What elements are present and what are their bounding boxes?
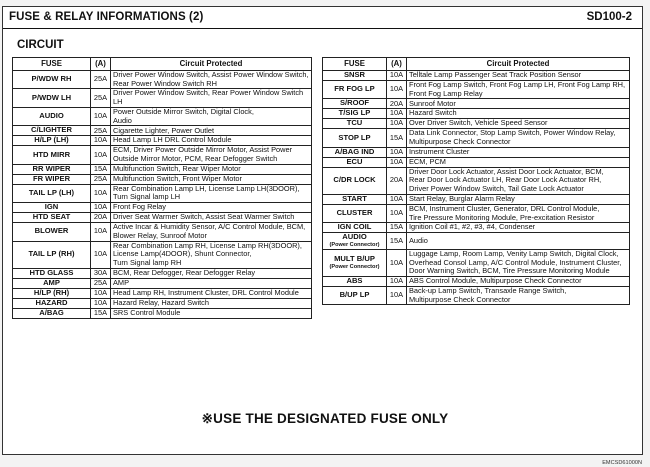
amperage-cell: 15A [91,308,111,318]
fuse-name: ABS [346,275,363,285]
circuit-line: ECM, Driver Power Outside Mirror Motor, Assist Power [113,145,293,155]
amperage-cell: 10A [91,184,111,202]
circuit-protected-cell [407,233,630,250]
fuse-name: S/ROOF [339,98,370,108]
table-row [13,308,312,318]
table-row [13,107,312,125]
circuit-protected-cell [111,89,312,107]
circuit-protected-cell [407,286,630,304]
fuse-subnote: (Power Connector) [329,264,380,271]
table-header-row [13,58,312,71]
fuse-name: IGN COIL [337,222,372,232]
fuse-name: A/BAG IND [334,146,375,156]
fuse-name: IGN [44,202,59,212]
amperage-cell: 20A [91,213,111,223]
circuit-line: Head Lamp LH DRL Control Module [113,135,232,145]
circuit-line: Hazard Switch [409,108,457,118]
circuit-protected-cell [111,268,312,278]
circuit-line: Front Fog Relay [113,202,166,212]
fuse-name: CLUSTER [336,208,373,218]
amperage-cell: 15A [387,129,407,147]
circuit-protected-cell [407,223,630,233]
circuit-protected-cell [407,147,630,157]
circuit-line: Tire Pressure Monitoring Module, Pre-excitation Resistor [409,212,595,222]
circuit-line: Multifunction Switch, Rear Wiper Motor [113,163,241,173]
document-code: EMCSD61000N [602,460,642,466]
circuit-line: Turn Signal lamp LH [113,192,181,202]
circuit-protected-cell [407,204,630,222]
circuit-line: Blower Relay, Sunroof Motor [113,230,207,240]
fuse-name: HAZARD [35,297,68,307]
circuit-protected-cell [407,249,630,276]
circuit-line: AMP [113,277,130,287]
amperage-cell: 20A [387,167,407,194]
fuse-name-cell [323,99,387,109]
fuse-name-cell [323,157,387,167]
fuse-name: HTD MIRR [32,149,71,159]
circuit-protected-cell [111,241,312,268]
page-header [3,7,642,29]
circuit-protected-cell [111,298,312,308]
fuse-name-cell [13,278,91,288]
table-row [323,223,630,233]
circuit-line: Luggage Lamp, Room Lamp, Venity Lamp Switch, Digital Clock, [409,248,619,258]
circuit-line: Front Fog Lamp Switch, Front Fog Lamp LH, Front Fog Lamp RH, [409,79,626,89]
circuit-protected-cell [111,136,312,146]
circuit-protected-cell [111,146,312,164]
fuse-name: P/WDW RH [31,74,72,84]
circuit-line: Outside Mirror Motor, PCM, Rear Defogger Switch [113,154,278,164]
amperage-cell: 25A [91,174,111,184]
circuit-line: Start Relay, Burglar Alarm Relay [409,193,515,203]
fuse-name: P/WDW LH [31,92,72,102]
circuit-protected-cell [111,203,312,213]
table-row [323,204,630,222]
fuse-name: H/LP (LH) [34,135,69,145]
designated-fuse-note: ※USE THE DESIGNATED FUSE ONLY [201,411,449,426]
circuit-line: Multipurpose Check Connector [409,294,511,304]
circuit-line: Instrument Cluster [409,146,470,156]
table-row [13,268,312,278]
amperage-cell: 10A [387,249,407,276]
fuse-name-cell [13,241,91,268]
fuse-name: TCU [346,118,363,128]
amperage-cell: 15A [91,164,111,174]
amperage-cell: 10A [91,288,111,298]
amperage-cell: 25A [91,89,111,107]
fuse-name: ECU [346,156,363,166]
amperage-cell: 10A [387,204,407,222]
circuit-line: Driver Power Window Switch, Assist Power Window Switch, [113,70,309,79]
fuse-name: TAIL LP (LH) [28,187,75,197]
circuit-line: Multipurpose Check Connector [409,137,511,147]
circuit-line: Rear Door Lock Actuator LH, Rear Door Lock Actuator RH, [409,175,602,185]
fuse-name-cell [13,136,91,146]
circuit-line: Hazard Relay, Hazard Switch [113,297,209,307]
column-header-amp: (A) [91,58,111,71]
table-header-row [323,58,630,71]
fuse-name-cell [323,147,387,157]
right-fuse-table [322,57,630,305]
circuit-line: ABS Control Module, Multipurpose Check Connector [409,276,582,286]
circuit-line: Cigarette Lighter, Power Outlet [113,125,215,135]
circuit-protected-cell [111,223,312,241]
circuit-line: Rear Combination Lamp LH, License Lamp LH(3DOOR), [113,183,300,193]
circuit-protected-cell [407,71,630,81]
table-row [13,203,312,213]
circuit-protected-cell [111,308,312,318]
fuse-name: H/LP (RH) [33,287,70,297]
fuse-name-cell [13,308,91,318]
fuse-name-cell [323,194,387,204]
fuse-name-cell [13,298,91,308]
fuse-name-cell [13,268,91,278]
circuit-protected-cell [111,126,312,136]
table-row [13,164,312,174]
circuit-protected-cell [407,276,630,286]
fuse-name-cell [13,288,91,298]
circuit-protected-cell [407,80,630,98]
circuit-line: Multifunction Switch, Front Wiper Motor [113,173,242,183]
amperage-cell: 10A [91,107,111,125]
table-row [323,276,630,286]
fuse-name: AMP [43,277,60,287]
amperage-cell: 10A [91,136,111,146]
circuit-line: Turn Signal lamp RH [113,258,182,267]
table-row [323,99,630,109]
fuse-name: HTD GLASS [29,267,74,277]
circuit-protected-cell [407,194,630,204]
fuse-name: STOP LP [338,132,371,142]
fuse-name: FR WIPER [32,173,71,183]
circuit-protected-cell [111,288,312,298]
circuit-line: Overhead Consol Lamp, A/C Control Module, Instrument Cluster, [409,257,622,267]
table-row [13,146,312,164]
circuit-protected-cell [111,107,312,125]
table-row [13,241,312,268]
table-row [323,233,630,250]
fuse-name-cell [13,126,91,136]
table-row [323,157,630,167]
fuse-name-cell [13,89,91,107]
amperage-cell: 10A [387,157,407,167]
fuse-name: B/UP LP [339,290,370,300]
amperage-cell: 10A [387,286,407,304]
fuse-name-cell [323,223,387,233]
table-row [323,109,630,119]
fuse-name: RR WIPER [32,163,71,173]
amperage-cell: 25A [91,278,111,288]
circuit-protected-cell [111,184,312,202]
table-row [323,80,630,98]
fuse-name-cell [13,71,91,89]
fuse-name-cell [323,71,387,81]
table-row [13,278,312,288]
amperage-cell: 10A [387,147,407,157]
circuit-protected-cell [407,129,630,147]
circuit-protected-cell [111,71,312,89]
fuse-name-cell [323,276,387,286]
circuit-line: Ignition Coil #1, #2, #3, #4, Condenser [409,222,536,232]
circuit-line: Sunroof Motor [409,98,456,108]
fuse-name-cell [13,213,91,223]
circuit-line: Power Outside Mirror Switch, Digital Clock, [113,106,254,116]
fuse-name-cell [323,167,387,194]
fuse-name: START [342,193,367,203]
table-row [323,129,630,147]
column-header-circuit: Circuit Protected [407,58,630,71]
table-row [323,119,630,129]
table-row [13,71,312,89]
table-row [13,298,312,308]
circuit-line: Front Fog Lamp Relay [409,88,483,98]
amperage-cell: 20A [387,99,407,109]
fuse-name: FR FOG LP [334,84,375,94]
fuse-subnote: (Power Connector) [329,242,380,249]
fuse-name: C/LIGHTER [31,125,72,135]
fuse-name-cell [13,164,91,174]
table-row [13,213,312,223]
circuit-line: Over Driver Switch, Vehicle Speed Sensor [409,118,548,128]
amperage-cell: 10A [91,203,111,213]
section-title: CIRCUIT [17,39,64,51]
fuse-name-cell [323,249,387,276]
table-row [13,288,312,298]
amperage-cell: 25A [91,71,111,89]
fuse-name: C/DR LOCK [333,175,376,185]
circuit-line: Rear Combination Lamp RH, License Lamp RH(3DOOR), [113,240,302,250]
table-row [323,71,630,81]
circuit-line: Rear Power Window Switch RH [113,78,217,88]
circuit-protected-cell [111,164,312,174]
fuse-name-cell [323,80,387,98]
column-header-fuse: FUSE [323,58,387,71]
amperage-cell: 10A [387,71,407,81]
circuit-line: BCM, Instrument Cluster, Generator, DRL Control Module, [409,203,600,213]
amperage-cell: 10A [387,109,407,119]
amperage-cell: 10A [387,276,407,286]
circuit-protected-cell [111,174,312,184]
table-row [323,147,630,157]
table-row [323,249,630,276]
circuit-line: BCM, Rear Defogger, Rear Defogger Relay [113,267,256,277]
column-header-circuit: Circuit Protected [111,58,312,71]
amperage-cell: 10A [91,223,111,241]
amperage-cell: 30A [91,268,111,278]
circuit-line: Audio [409,235,428,245]
fuse-name-cell [323,286,387,304]
table-row [13,223,312,241]
circuit-protected-cell [111,213,312,223]
fuse-name: HTD SEAT [32,212,71,222]
left-fuse-table [12,57,312,319]
amperage-cell: 15A [387,233,407,250]
fuse-name: BLOWER [34,226,69,236]
table-row [13,184,312,202]
fuse-name-cell [13,146,91,164]
circuit-line: Driver Power Window Switch, Rear Power Window Switch LH [113,88,304,107]
fuse-name-cell [323,109,387,119]
table-row [13,126,312,136]
circuit-line: Driver Power Window Switch, Tail Gate Lock Actuator [409,184,584,194]
table-row [13,136,312,146]
fuse-name: T/SIG LP [338,108,371,118]
fuse-name-cell [323,233,387,250]
fuse-name: SNSR [343,70,366,79]
amperage-cell: 10A [387,80,407,98]
fuse-name: A/BAG [39,307,64,317]
table-row [323,286,630,304]
fuse-name-cell [13,223,91,241]
fuse-name-cell [323,119,387,129]
fuse-name-cell [13,203,91,213]
circuit-protected-cell [407,157,630,167]
amperage-cell: 10A [91,146,111,164]
table-row [13,89,312,107]
circuit-line: Audio [113,115,132,125]
fuse-name: TAIL LP (RH) [28,249,75,259]
fuse-name: MULT B/UP [334,254,375,264]
amperage-cell: 10A [91,241,111,268]
circuit-line: License Lamp(4DOOR), Shunt Connector, [113,249,252,259]
circuit-line: ECM, PCM [409,156,446,166]
circuit-protected-cell [407,109,630,119]
column-header-amp: (A) [387,58,407,71]
circuit-protected-cell [111,278,312,288]
circuit-protected-cell [407,119,630,129]
table-row [13,174,312,184]
circuit-protected-cell [407,99,630,109]
circuit-line: Door Warning Switch, BCM, Tire Pressure Monitoring Module [409,266,610,276]
fuse-name-cell [13,174,91,184]
circuit-line: Active Incar & Humidity Sensor, A/C Control Module, BCM, [113,222,306,232]
fuse-name: AUDIO [342,232,367,242]
amperage-cell: 15A [387,223,407,233]
amperage-cell: 10A [91,298,111,308]
circuit-line: Driver Door Lock Actuator, Assist Door Lock Actuator, BCM, [409,166,604,176]
circuit-line: Data Link Connector, Stop Lamp Switch, Power Window Relay, [409,128,616,138]
page-code: SD100-2 [586,11,632,23]
fuse-name-cell [323,129,387,147]
table-row [323,167,630,194]
fuse-name: AUDIO [39,111,64,121]
circuit-line: Telltale Lamp Passenger Seat Track Position Sensor [409,70,582,80]
amperage-cell: 10A [387,119,407,129]
circuit-protected-cell [407,167,630,194]
circuit-line: Driver Seat Warmer Switch, Assist Seat Warmer Switch [113,212,295,222]
fuse-name-cell [13,184,91,202]
circuit-line: Head Lamp RH, Instrument Cluster, DRL Control Module [113,287,299,297]
table-row [323,194,630,204]
fuse-name-cell [323,204,387,222]
page-title: FUSE & RELAY INFORMATIONS (2) [9,11,204,23]
fuse-name-cell [13,107,91,125]
column-header-fuse: FUSE [13,58,91,71]
circuit-line: Back-up Lamp Switch, Transaxle Range Switch, [409,285,567,295]
amperage-cell: 10A [387,194,407,204]
circuit-line: SRS Control Module [113,307,181,317]
amperage-cell: 25A [91,126,111,136]
